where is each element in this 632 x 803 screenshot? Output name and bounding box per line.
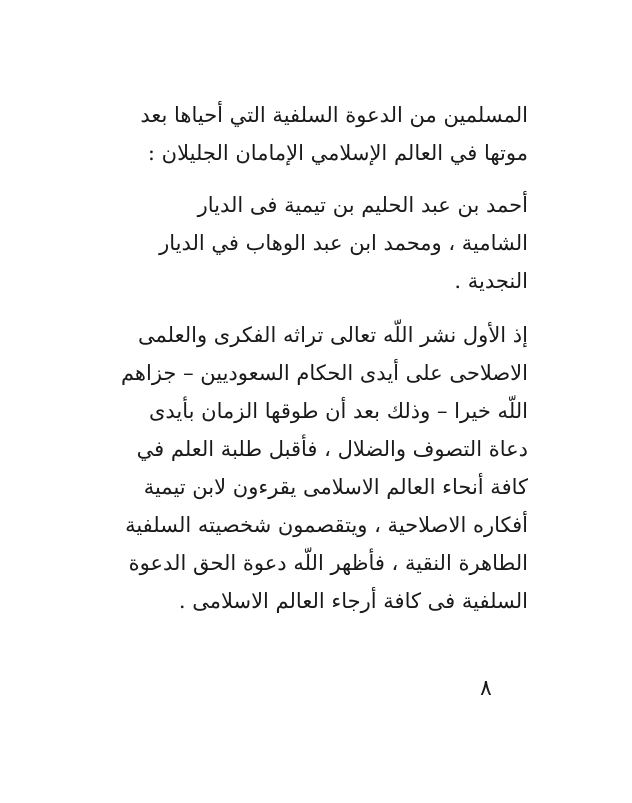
text-line: إذ الأول نشر اللّه تعالى تراثه الفكرى والعلمى [138, 323, 528, 347]
text-line: اللّه خيرا – وذلك بعد أن طوقها الزمان بأيدى [148, 399, 528, 423]
text-line: المسلمين من الدعوة السلفية التي أحياها بعد [140, 103, 528, 127]
text-line: الطاهرة النقية ، فأظهر اللّه دعوة الحق الدعوة [128, 551, 528, 575]
page-number: ٨ [480, 676, 492, 701]
paragraph-3 [100, 316, 528, 620]
text-line: أحمد بن عبد الحليم بن تيمية فى الديار [197, 193, 528, 217]
text-line: الاصلاحى على أيدى الحكام السعوديين – جزاهم [120, 361, 528, 385]
text-line: أفكاره الاصلاحية ، ويتقصمون شخصيته السلفية [125, 513, 528, 537]
text-line: النجدية . [454, 269, 528, 293]
paragraph-1 [100, 96, 528, 172]
text-line: كافة أنحاء العالم الاسلامى يقرءون لابن تيمية [143, 475, 528, 499]
text-line: موتها في العالم الإسلامي الإمامان الجليلان : [147, 141, 528, 165]
paragraph-2 [100, 186, 528, 300]
text-line: الشامية ، ومحمد ابن عبد الوهاب في الديار [159, 231, 528, 255]
text-line: السلفية فى كافة أرجاء العالم الاسلامى . [178, 589, 528, 613]
text-line: دعاة التصوف والضلال ، فأقبل طلبة العلم في [136, 437, 528, 461]
